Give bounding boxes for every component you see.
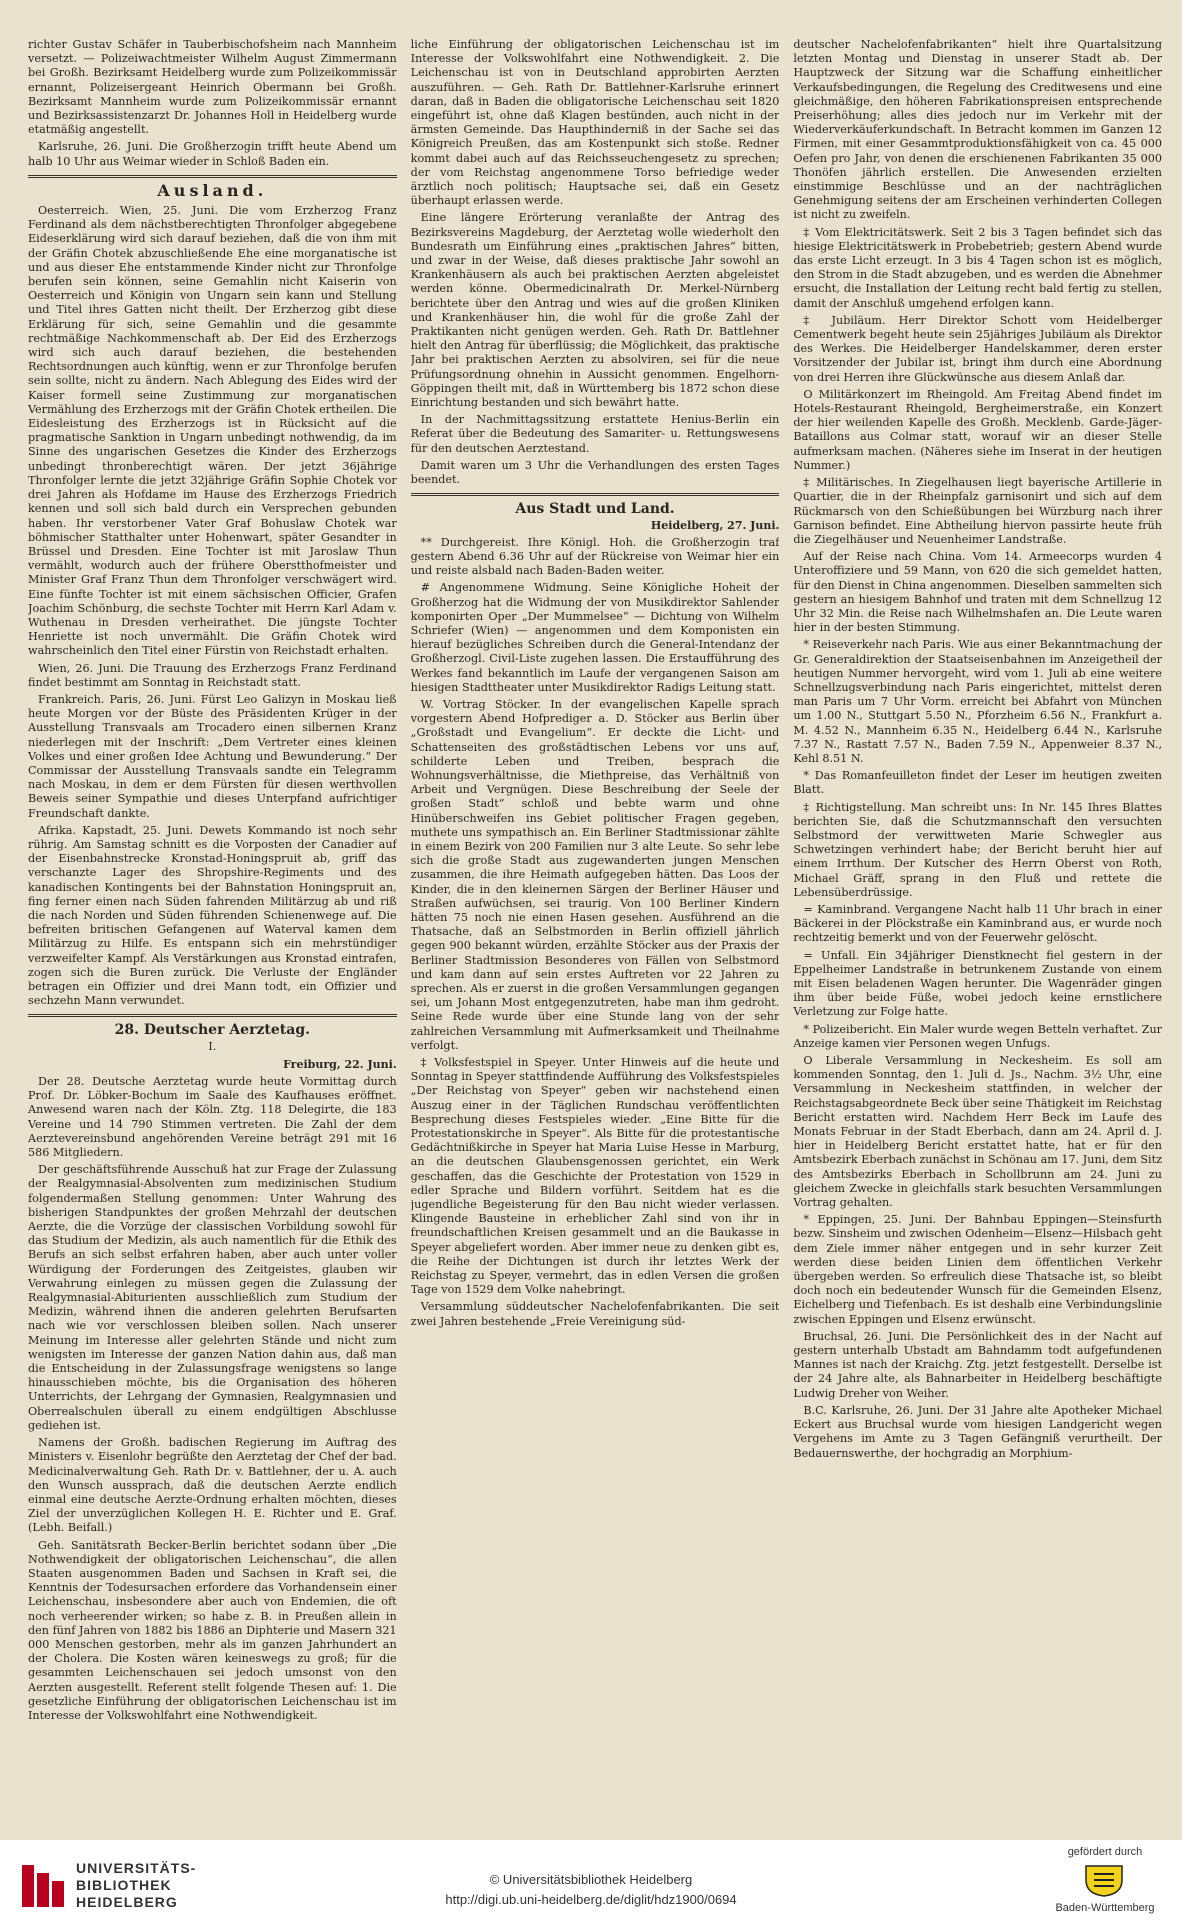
dateline: Heidelberg, 27. Juni.	[650, 518, 780, 532]
paragraph: ‡ Richtigstellung. Man schreibt uns: In Nr. 145 Ihres Blattes berichten Sie, daß die Schutzmannschaft den versuchten Selbstmord der verwittweten Marie Schwegler aus Schwetzingen verhindert habe; der Bericht beruht hier auf einem Irrthum. Der Kutscher des Herrn Oberst von Roth, Michael Gräff, sprang in den Fluß und rettete die Lebensüberdrüssige.	[793, 800, 1163, 899]
paragraph: # Angenommene Widmung. Seine Königliche Hoheit der Großherzog hat die Widmung der von Musikdirektor Sahlender komponirten Oper „Der Mummelsee“ — Dichtung von Wilhelm Schriefer (Wien) — angenommen und dem Komponisten ein hierauf bezügliches Schreiben durch die General-Intendanz der Großherzogl. Civil-Liste zugehen lassen. Die Erstaufführung des Werkes fand bekanntlich im Laufe der vergangenen Saison am hiesigen Stadttheater unter Musikdirektor Radigs Leitung statt.	[410, 581, 780, 694]
paragraph: Auf der Reise nach China. Vom 14. Armeecorps wurden 4 Unteroffiziere und 59 Mann, von 620 die sich gemeldet hatten, für den Dienst in China angenommen. Dieselben sammelten sich gestern an hiesigem Bahnhof und traten mit dem Schnellzug 12 Uhr 32 Min. die Reise nach Wilhelmshafen an. Die Leute waren hier in der besten Stimmung.	[793, 550, 1163, 635]
paragraph: * Polizeibericht. Ein Maler wurde wegen Betteln verhaftet. Zur Anzeige kamen vier Personen wegen Unfugs.	[793, 1022, 1163, 1050]
paragraph: B.C. Karlsruhe, 26. Juni. Der 31 Jahre alte Apotheker Michael Eckert aus Bruchsal wurde vom hiesigen Landgericht wegen Vergehens im Amte zu 3 Tagen Gefängniß verurtheilt. Der Bedauernswerthe, der hochgradig an Morphium-	[793, 1403, 1163, 1460]
paragraph: O Militärkonzert im Rheingold. Am Freitag Abend findet im Hotels-Restaurant Rheingold, Bergheimerstraße, ein Konzert der hier weilenden Kapelle des Großh. Mecklenb. Garde-Jäger-Bataillons aus Colmar statt, worauf wir an dieser Stelle aufmerksam machen. (Näheres siehe im Inserat in der heutigen Nummer.)	[793, 387, 1163, 472]
paragraph: Wien, 26. Juni. Die Trauung des Erzherzogs Franz Ferdinand findet bestimmt am Sonntag in Reichstadt statt.	[28, 661, 397, 689]
paragraph: Karlsruhe, 26. Juni. Die Großherzogin trifft heute Abend um halb 10 Uhr aus Weimar wieder in Schloß Baden ein.	[28, 140, 397, 168]
paragraph: W. Vortrag Stöcker. In der evangelischen Kapelle sprach vorgestern Abend Hofprediger a. D. Stöcker aus Berlin über „Großstadt und Evangelium“. Er deckte die Licht- und Schattenseiten des großstädtischen Lebens vor uns auf, schilderte Leben und Treiben, besprach die Wohnungsverhältnisse, die Miethpreise, das Verhältniß von Arbeit und Vergnügen. Diese Beschreibung der Seele der großen Stadt“ schloß und bebte warm und ohne Hinüberschweifen ins Gebiet politischer Fragen gegeben, muthete uns sympathisch an. Ein Berliner Stadtmissionar zählte in einem Bezirk von 200 Familien nur 3 alte Leute. So sehr lebe sich die große Stadt aus zugewanderten jungen Menschen zusammen, die ihre Heimath aufgegeben hätten. Das Loos der Kinder, die in den kleinernen Särgen der Berliner Häuser und Straßen aufwüchsen, sei traurig. Von 100 Berliner Kindern hätten 75 noch nie einen Hasen gesehen. Ausführend an die Thatsache, daß an Selbstmorden in Berlin offiziell jährlich gegen 900 bekannt würden, erzählte Stöcker aus der Praxis der Berliner Stadtmission Besonderes von Fällen von Selbstmord und kam dann auf sein erstes Auftreten vor 22 Jahren zu sprechen. Als er zuerst in die großen Versammlungen gegangen sei, um Johann Most entgegenzutreten, habe man ihm gedroht. Seine Rede wurde über eine Stunde lang von der sehr zahlreichen Versammlung mit Aufmerksamkeit und Theilnahme verfolgt.	[410, 697, 780, 1052]
logo-line: BIBLIOTHEK	[76, 1877, 172, 1893]
section-heading-ausland: Ausland.	[157, 180, 268, 200]
paragraph: Der 28. Deutsche Aerztetag wurde heute Vormittag durch Prof. Dr. Löbker-Bochum im Saale des Kaufhauses eröffnet. Anwesend waren nach der Köln. Ztg. 118 Delegirte, die 183 Vereine und 14 790 Stimmen vertreten. Die Zahl der dem Aerztevereinsbund angehörenden Vereine beträgt 291 mit 16 586 Mitgliedern.	[28, 1075, 397, 1160]
paragraph: * Eppingen, 25. Juni. Der Bahnbau Eppingen—Steinsfurth bezw. Sinsheim und zwischen Odenheim—Elsenz—Hilsbach geht dem Ziele immer näher entgegen und in sehr kurzer Zeit werden diese beiden Linien dem öffentlichen Verkehr übergeben werden. So erfreulich diese Thatsache ist, so bleibt doch noch ein bedeutender Wunsch für die Gemeinden Elsenz, Eichelberg und Tiefenbach. Es ist deshalb eine Verbindungslinie zwischen Eppingen und Elsenz erwünscht.	[793, 1213, 1163, 1326]
logo-line: HEIDELBERG	[76, 1894, 178, 1910]
funded-by-label: gefördert durch	[1067, 1846, 1143, 1858]
dateline: Freiburg, 22. Juni.	[283, 1057, 397, 1071]
library-logo-icon	[22, 1865, 64, 1907]
paragraph: * Das Romanfeuilleton findet der Leser im heutigen zweiten Blatt.	[793, 769, 1163, 797]
paragraph: Der geschäftsführende Ausschuß hat zur Frage der Zulassung der Realgymnasial-Absolventen zum medizinischen Studium folgendermaßen Stellung genommen: Unter Wahrung des bisherigen Standpunktes der großen Mehrzahl der deutschen Aerzte, die die Vorzüge der classischen Vorbildung sowohl für das Studium der Medizin, als auch namentlich für die Ethik des Berufs an sich selbst erfahren haben, aber auch unter voller Würdigung der Forderungen des Zeitgeistes, glauben wir Verwahrung einlegen zu müssen gegen die Zulassung der Realgymnasial-Abiturienten ausschließlich zum Studium der Medizin, während ihnen die anderen gelehrten Berufsarten nach wie vor verschlossen bleiben sollen. Nach unserer Meinung im Interesse aller gelehrten Stände und nicht zum wenigsten im Interesse der ganzen Nation dahin aus, daß man die Entscheidung in der Zulassungsfrage wenigstens so lange hinausschieben möchte, bis die Organisation des höheren Unterrichts, der Lehrgang der Gymnasien, Realgymnasien und Oberrealschulen überall zu einem endgültigen Abschlusse gediehen ist.	[28, 1163, 397, 1432]
logo-line: UNIVERSITÄTS-	[76, 1860, 197, 1876]
paragraph: Eine längere Erörterung veranlaßte der Antrag des Bezirksvereins Magdeburg, der Aerztetag wolle wiederholt den Bundesrath um Einführung eines „praktischen Jahres“ bitten, und zwar in der Weise, daß dieses praktische Jahr sowohl an Krankenhäusern als auch bei praktischen Aerzten abgeleistet werden könne. Obermedicinalrath Dr. Merkel-Nürnberg berichtete über den Antrag und wies auf die großen Kliniken und Krankenhäuser hin, die wohl für die große Zahl der Praktikanten nicht genügen werden. Geh. Rath Dr. Battlehner hielt den Antrag für überflüssig; die Möglichkeit, das praktische Jahr bei praktischen Aerzten zu absolviren, sei für die neue Prüfungsordnung ohnehin in Aussicht genommen. Engelhorn-Göppingen theilt mit, daß in Württemberg bis 1872 schon diese Einrichtung bestanden und sich bewährt hatte.	[410, 211, 780, 410]
paragraph: Namens der Großh. badischen Regierung im Auftrag des Ministers v. Eisenlohr begrüßte den Aerztetag der Chef der bad. Medicinalverwaltung Geh. Rath Dr. v. Battlehner, der u. A. auch den Wunsch aussprach, daß die deutschen Aerzte endlich einmal eine deutsche Aerzte-Ordnung erhalten möchten, dieses Ziel der unverzüglichen Kollegen H. E. Richter und E. Graf. (Lebh. Beifall.)	[28, 1436, 397, 1535]
paragraph: Versammlung süddeutscher Nachelofenfabrikanten. Die seit zwei Jahren bestehende „Freie Vereinigung süd-	[410, 1300, 780, 1328]
paragraph: Bruchsal, 26. Juni. Die Persönlichkeit des in der Nacht auf gestern unterhalb Ubstadt am Bahndamm todt aufgefundenen Mannes ist nach der Kraichg. Ztg. jetzt festgestellt. Derselbe ist der 24 Jahre alte, als Bahnarbeiter in Heidelberg beschäftigte Ludwig Dreher von Weiher.	[793, 1329, 1163, 1400]
section-heading-stadt: Aus Stadt und Land.	[515, 501, 675, 518]
footer-bar	[0, 1840, 1182, 1921]
paragraph: Afrika. Kapstadt, 25. Juni. Dewets Kommando ist noch sehr rührig. Am Samstag schnitt es die Vorposten der Canadier auf der Eisenbahnstrecke Kronstad-Honingspruit ab, griff das verschanzte Lager des Shropshire-Regiments und des kanadischen Kontingents bei der Bahnstation Honingspruit an, fing ferner einen nach Süden fahrenden Militärzug ab und riß die nach Norden und Süden führenden Schienenwege auf. Die befreiten britischen Gefangenen auf Waterval kamen dem Militärzug zu Hilfe. Es entspann sich ein mehrstündiger verzweifelter Kampf. Als Verstärkungen aus Kronstad eintrafen, zogen sich die Buren zurück. Die Verluste der Engländer betragen ein Offizier und drei Mann todt, ein Offizier und sechzehn Mann verwundet.	[28, 823, 397, 1008]
paragraph: ‡ Vom Elektricitätswerk. Seit 2 bis 3 Tagen befindet sich das hiesige Elektricitätswerk in Probebetrieb; gestern Abend wurde das erste Licht erzeugt. In 3 bis 4 Tagen schon ist es möglich, den Strom in die Stadt abzugeben, und es werden die Abnehmer ersucht, die Installation der Leitung recht bald fertig zu stellen, damit der Anschluß umgehend erfolgen kann.	[793, 225, 1163, 310]
paragraph: liche Einführung der obligatorischen Leichenschau ist im Interesse der Volkswohlfahrt eine Nothwendigkeit. 2. Die Leichenschau ist von in Deutschland approbirten Aerzten auszuführen. — Geh. Rath Dr. Battlehner-Karlsruhe erinnert daran, daß in Baden die obligatorische Leichenschau seit 1820 eingeführt ist, ohne daß Klagen bestünden, auch nicht in der ärmsten Gemeinde. Das Haupthinderniß in der Sache sei das Königreich Preußen, das am Kostenpunkt sich stoße. Redner kommt dabei auch auf das Reichsseuchengesetz zu sprechen; der vom Reichstag angenommene Torso befriedige weder ärztlich noch politisch; Hauptsache sei, daß ein Gesetz überhaupt erlassen werde.	[410, 38, 780, 208]
permalink[interactable]: http://digi.ub.uni-heidelberg.de/diglit/hdz1900/0694	[445, 1892, 737, 1907]
paragraph: * Reiseverkehr nach Paris. Wie aus einer Bekanntmachung der Gr. Generaldirektion der Staatseisenbahnen im Anzeigetheil der heutigen Nummer hervorgeht, wird vom 1. Juli ab eine weitere Schnellzugsverbindung nach Paris eingerichtet, mittelst deren man Paris um 7 Uhr Vorm. erreicht bei Abfahrt von München um 1.00 N., Stuttgart 5.50 N., Pforzheim 6.56 N., Frankfurt a. M. 4.52 N., Mannheim 6.35 N., Heidelberg 6.44 N., Karlsruhe 7.37 N., Rastatt 7.57 N., Baden 7.59 N., Appenweier 8.37 N., Kehl 8.51 N.	[793, 638, 1163, 765]
library-logo-text	[76, 1860, 196, 1911]
section-subheading: I.	[208, 1039, 217, 1053]
sponsor-name: Baden-Württemberg	[1055, 1902, 1155, 1914]
paragraph: richter Gustav Schäfer in Tauberbischofsheim nach Mannheim versetzt. — Polizeiwachtmeister Wilhelm August Zimmermann bei Großh. Bezirksamt Heidelberg wurde zum Polizeikommissär ernannt, Polizeisergeant Heinrich Obermann bei Großh. Bezirksamt Mannheim wurde zum Polizeikommissär ernannt und Bezirksassistenzarzt Dr. Johannes Holl in Heidelberg wurde etatmäßig angestellt.	[28, 38, 397, 137]
divider	[28, 175, 397, 178]
paragraph: = Unfall. Ein 34jähriger Dienstknecht fiel gestern in der Eppelheimer Landstraße in betrunkenem Zustande von einem mit Eisen beladenen Wagen herunter. Die Wagenräder gingen ihm über beide Füße, wobei jedoch keine ernstlichere Verletzung zur Folge hatte.	[793, 948, 1163, 1019]
paragraph: Damit waren um 3 Uhr die Verhandlungen des ersten Tages beendet.	[410, 458, 780, 487]
divider	[411, 493, 780, 496]
paragraph: ** Durchgereist. Ihre Königl. Hoh. die Großherzogin traf gestern Abend 6.36 Uhr auf der Rückreise von Weimar hier ein und reiste alsbald nach Baden-Baden weiter.	[410, 535, 780, 578]
library-logo[interactable]	[22, 1860, 196, 1911]
paragraph: ‡ Militärisches. In Ziegelhausen liegt bayerische Artillerie in Quartier, die in der Rheinpfalz garnisonirt und sich auf dem Rückmarsch von den Schießübungen bei Würzburg nach ihrer Garnison befindet. Eine Abtheilung hiervon passirte heute früh die Ziegelhäuser und Neuenheimer Landstraße.	[793, 476, 1163, 546]
copyright-notice: © Universitätsbibliothek Heidelberg	[489, 1872, 693, 1887]
paragraph: Geh. Sanitätsrath Becker-Berlin berichtet sodann über „Die Nothwendigkeit der obligatorischen Leichenschau“, die allen Staaten ausgenommen Baden und Sachsen in Kraft sei, die Kenntnis der Todesursachen erfordere das Vorhandensein einer Leichenschau, insbesondere aber auch von Endemien, die oft noch verheerender wirken; so habe z. B. in Preußen allein in den fünf Jahren von 1882 bis 1886 an Diphterie und Masern 321 000 Menschen gestorben, mehr als im ganzen Jahrhundert an der Cholera. Die Kosten wären keineswegs zu groß; für die gesammten Leichenschauen sei jedoch umsonst von den Aerzten ausgestellt. Referent stellt folgende Thesen auf: 1. Die gesetzliche Einführung der obligatorischen Leichenschau ist im Interesse der Volkswohlfahrt eine Nothwendigkeit.	[28, 1538, 397, 1722]
state-coat-of-arms-icon	[1080, 1862, 1128, 1898]
divider	[28, 1014, 397, 1017]
paragraph: deutscher Nachelofenfabrikanten“ hielt ihre Quartalsitzung letzten Montag und Dienstag in unserer Stadt ab. Der Hauptzweck der Sitzung war die Schaffung einheitlicher Verkaufsbedingungen, die Regelung des Creditwesens und eine gleichmäßige, den höheren Fabrikationspreisen entsprechende Preiserhöhung; alles dies jedoch nur im Verkehr mit der Wiederverkäuferkundschaft. In Betracht kommen im Ganzen 12 Firmen, mit einer Gesammtproduktionsfähigkeit von ca. 45 000 Oefen pro Jahr, von denen die erschienenen Fabrikanten 35 000 Thonöfen jährlich erstellen. Die Anwesenden erzielten einstimmige Beschlüsse und an der nachträglichen Genehmigung seitens der am Erscheinen verhinderten Collegen ist nicht zu zweifeln.	[793, 38, 1163, 222]
paragraph: In der Nachmittagssitzung erstattete Henius-Berlin ein Referat über die Bedeutung des Samariter- u. Rettungswesens für den deutschen Aerztestand.	[410, 413, 780, 455]
paragraph: ‡ Volksfestspiel in Speyer. Unter Hinweis auf die heute und Sonntag in Speyer stattfindende Aufführung des Volksfestspieles „Der Reichstag von Speyer“ geben wir nachstehend einen Auszug einer in der Täglichen Rundschau veröffentlichten Besprechung dieses Festspieles wieder. „Eine Bitte für die Protestationskirche in Speyer“. Als Bitte für die protestantische Gedächtnißkirche in Speyer hat Maria Luise Hesse in Marburg, an die deutschen Glaubensgenossen gerichtet, ein Werk geschaffen, das die Geschichte der Protestation von 1529 in edler Sprache und Bildern vorführt. Seitdem hat es die jugendliche Begeisterung für den Bau nicht wieder verlassen. Klingende Bausteine in erheblicher Zahl sind von ihr in freundschaftlichen Kreisen gesammelt und an die Baukasse in Speyer abgeliefert worden. Aber immer neue zu denken gibt es, die Reihe der Dichtungen ist durch ihr letztes Werk der Reichstag zu Speyer, vermehrt, das in edlen Versen die großen Tage von 1529 dem Volke nahebringt.	[410, 1056, 780, 1297]
column-1	[28, 38, 397, 1838]
section-heading-aerztetag: 28. Deutscher Aerztetag.	[114, 1022, 310, 1039]
paragraph: Oesterreich. Wien, 25. Juni. Die vom Erzherzog Franz Ferdinand als dem nächstberechtigten Thronfolger abgegebene Eideserklärung wird sich darauf beziehen, daß die von ihm mit der Gräfin Chotek abzuschließende Ehe eine morganatische ist und aus dieser Ehe entstammende Kinder nicht zur Thronfolge berufen sein können, seine Gemahlin nicht Kaiserin von Oesterreich und Königin von Ungarn sein kann und Stellung und Titel ihres Gatten nicht theilt. Der Erzherzog gibt diese Erklärung für sich, seine Gemahlin und die gesammte rechtmäßige Nachkommenschaft ab. Der Eid des Erzherzogs wird sich auch darauf beziehen, die bestehenden Rechtsordnungen auch künftig, wenn er zur Thronfolge berufen sein sollte, nicht zu ändern. Nach Ablegung des Eides wird der Kaiser formell seine Zustimmung zur morganatischen Vermählung des Erzherzogs mit der Gräfin Chotek ertheilen. Die Eidesleistung des Erzherzogs ist in Rücksicht auf die pragmatische Sanktion in Ungarn unbedingt nothwendig, da im Sinne des ungarischen Gesetzes die Kinder des Erzherzogs unbedingt thronberechtigt wären. Der jetzt 36jährige Thronfolger lernte die jetzt 32jährige Gräfin Sophie Chotek vor drei Jahren als Hofdame im Hause des Erzherzogs Friedrich kennen und soll sich bald durch ein Versprechen gebunden haben. Ihr verstorbener Vater Graf Bohuslaw Chotek war böhmischer Statthalter unter Hohenwart, später Gesandter in Brüssel und Dresden. Eine Tochter ist mit Jaroslaw Thun vermählt, wodurch auch der frühere Oberstthofmeister und Minister Graf Franz Thun dem Thronfolger verschwägert wird. Eine fünfte Tochter ist mit einem sächsischen Officier, Grafen Joachim Schönburg, die sechste Tochter mit Herrn Karl Adam v. Wuthenau in Dresden verheirathet. Die jüngste Tochter Henriette ist noch unvermählt. Die Gräfin Chotek wird wahrscheinlich den Titel einer Fürstin von Reichstadt erhalten.	[28, 204, 397, 658]
paragraph: ‡ Jubiläum. Herr Direktor Schott vom Heidelberger Cementwerk begeht heute sein 25jähriges Jubiläum als Direktor des Werkes. Die Heidelberger Handelskammer, deren erster Vorsitzender der Jubilar ist, bringt ihm durch eine Abordnung von drei Herren ihre Glückwünsche aus diesem Anlaß dar.	[793, 313, 1163, 384]
newspaper-page	[28, 38, 1162, 1838]
paragraph: Frankreich. Paris, 26. Juni. Fürst Leo Galizyn in Moskau ließ heute Morgen vor der Büste des Präsidenten Krüger in der Ausstellung Transvaals am Trocadero einen silbernen Kranz niederlegen mit der Inschrift: „Dem Vertreter eines kleinen Volkes und einer großen Idee Achtung und Bewunderung.“ Der Commissar der Ausstellung Transvaals sandte ein Telegramm nach Moskau, in dem er dem Fürsten für diesen werthvollen Beweis seiner Sympathie und dieses Unterpfand aufrichtiger Freundschaft dankte.	[28, 692, 397, 820]
column-2	[411, 38, 780, 1838]
column-3	[793, 38, 1162, 1838]
paragraph: O Liberale Versammlung in Neckesheim. Es soll am kommenden Sonntag, den 1. Juli d. Js., Nachm. 3½ Uhr, eine Versammlung in Neckesheim stattfinden, in welcher der Reichstagsabgeordnete Beck über seine Thätigkeit im Reichstag Bericht erstatten wird. Nachdem Herr Beck im Laufe des Monats Februar in der Stadt Eberbach, dann am 24. April d. J. hier in Heidelberg Bericht erstattet hatte, hat er für den Amtsbezirk Eberbach zunächst in Schönau am 17. Juni, dem Sitz des Amtsbezirks Eberbach in Schollbrunn am 24. Juni zu gleichem Zwecke in gleichfalls stark besuchten Versammlungen Vortrag gehalten.	[793, 1054, 1163, 1210]
paragraph: = Kaminbrand. Vergangene Nacht halb 11 Uhr brach in einer Bäckerei in der Plöckstraße ein Kaminbrand aus, er wurde noch rechtzeitig bemerkt und von der Feuerwehr gelöscht.	[793, 902, 1163, 945]
